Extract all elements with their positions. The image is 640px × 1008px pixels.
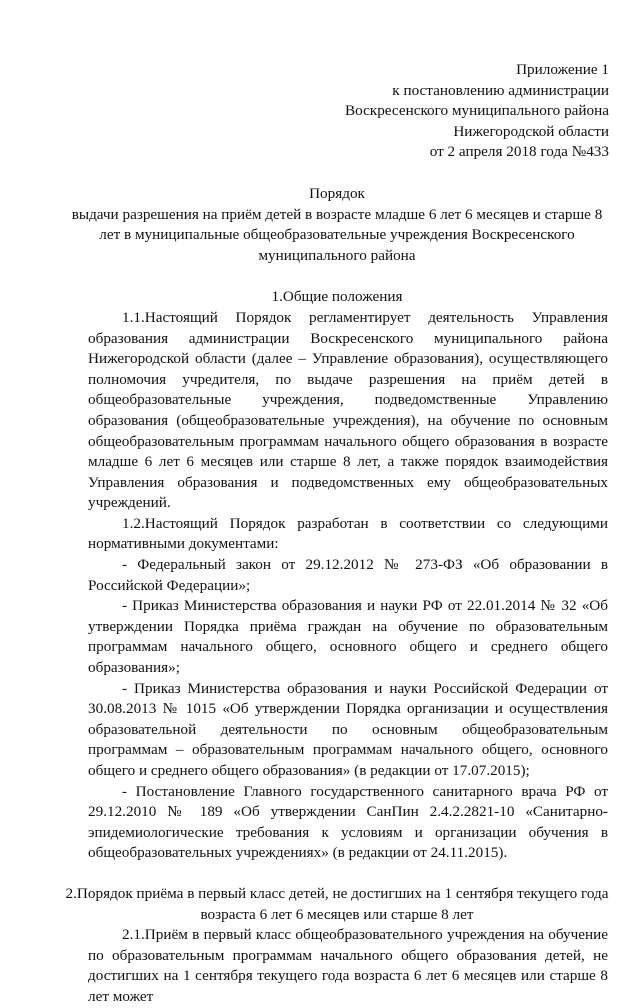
appendix-line-2: к постановлению администрации [392,81,609,99]
title-line-2: лет в муниципальные общеобразовательные учреждения Воскресенского [99,226,575,244]
title-word: Порядок [309,184,365,202]
section-2-heading-line-2: возраста 6 лет 6 месяцев или старше 8 лет [200,905,474,923]
appendix-line-5: от 2 апреля 2018 года №433 [429,143,609,161]
appendix-block [88,60,609,163]
document-title [66,184,608,266]
appendix-line-1: Приложение 1 [516,61,609,78]
title-line-3: муниципального района [258,246,416,264]
paragraph-2-1: 2.1.Приём в первый класс общеобразовательного учреждения на обучение по образовательным программам начального общего образования детей, не достигших на 1 сентября текущего года возраста 6 лет 6 месяцев или старше 8 лет может [88,926,608,1005]
list-item-sanpin: - Постановление Главного государственного санитарного врача РФ от 29.12.2010 № 189 «Об утверждении СанПин 2.4.2.2821-10 «Санитарно-эпидемиологические требования к условиям и организации обучения в общеобразовательных учреждениях» (в редакции от 24.11.2015). [88,782,608,862]
title-line-1: выдачи разрешения на приём детей в возрасте младше 6 лет 6 месяцев и старше 8 [71,205,603,223]
section-1-heading: 1.Общие положения [271,288,403,306]
appendix-line-3: Воскресенского муниципального района [344,102,609,120]
list-item-law: - Федеральный закон от 29.12.2012 № 273-ФЗ «Об образовании в Российской Федерации»; [88,556,608,594]
paragraph-1-2: 1.2.Настоящий Порядок разработан в соответствии со следующими нормативными документами: [88,514,608,553]
list-item-order-32: - Приказ Министерства образования и науки РФ от 22.01.2014 № 32 «Об утверждении Порядка приёма граждан на обучение по образовательным программам начального общего, основного общего и среднего общего образования»; [88,597,608,677]
section-2-heading-line-1: 2.Порядок приёма в первый класс детей, не достигших на 1 сентября текущего года [65,884,609,902]
paragraph-1-1: 1.1.Настоящий Порядок регламентирует деятельность Управления образования администрации Воскресенского муниципального района Нижегородской области (далее – Управление образования), осуществляющего полномочия учредителя, по выдаче разрешения на приём детей в общеобразовательные учреждения, подведомственные Управлению образования (общеобразовательные учреждения), на обучение по основным общеобразовательным программам начального общего образования в возрасте младше 6 лет 6 месяцев или старше 8 лет, а также порядок взаимодействия Управления образования и подведомственных ему общеобразовательных учреждений. [88,308,608,512]
appendix-line-4: Нижегородской области [453,122,609,140]
list-item-order-1015: - Приказ Министерства образования и науки Российской Федерации от 30.08.2013 № 1015 «Об утверждении Порядка организации и осуществления образовательной деятельности по основным общеобразовательным программам – образовательным программам начального общего, основного общего и среднего общего образования» (в редакции от 17.07.2015); [88,679,608,779]
